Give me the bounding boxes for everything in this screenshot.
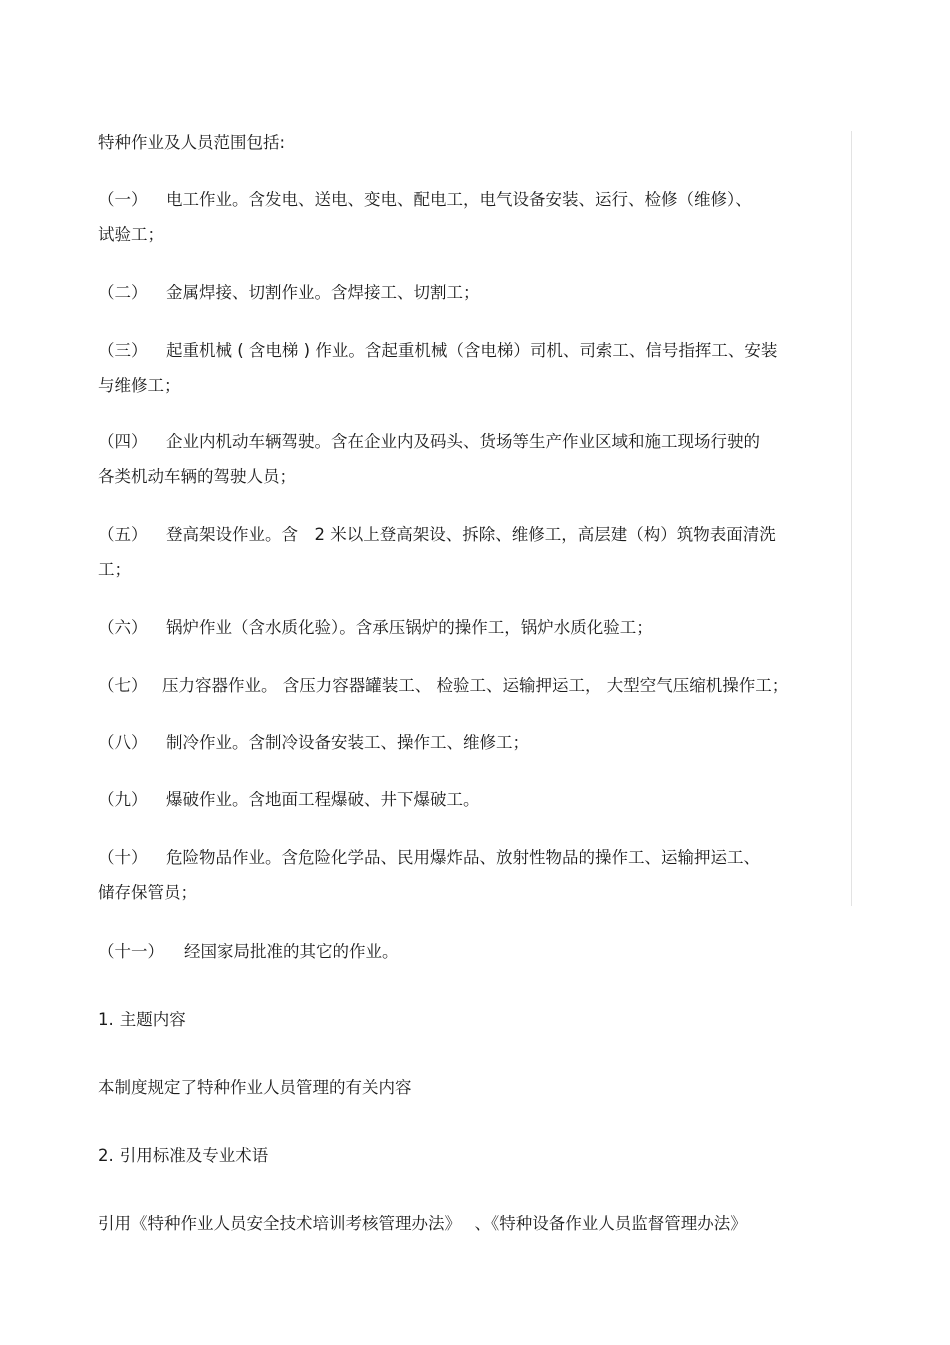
item-text: 压力容器作业。 含压力容器罐装工、 检验工、运输押运工， 大型空气压缩机操作工； xyxy=(162,676,789,695)
item-text: 企业内机动车辆驾驶。含在企业内及码头、货场等生产作业区域和施工现场行驶的 xyxy=(166,432,760,451)
item-text-cont: 各类机动车辆的驾驶人员； xyxy=(98,467,296,486)
item-text-cont: 工； xyxy=(98,560,131,579)
list-item-1 xyxy=(98,182,752,252)
item-label: （二） xyxy=(98,283,148,302)
section-number: 1. xyxy=(98,1010,114,1029)
item-text: 危险物品作业。含危险化学品、民用爆炸品、放射性物品的操作工、运输押运工、 xyxy=(166,848,760,867)
item-text: 电工作业。含发电、送电、变电、配电工，电气设备安装、运行、检修（维修）、 xyxy=(166,190,752,209)
item-label: （一） xyxy=(98,190,148,209)
list-item-10 xyxy=(98,840,760,910)
item-text: 制冷作业。含制冷设备安装工、操作工、维修工； xyxy=(166,733,529,752)
item-label: （十） xyxy=(98,848,148,867)
item-text-cont: 储存保管员； xyxy=(98,883,197,902)
section-title: 主题内容 xyxy=(119,1010,186,1029)
item-label: （七） xyxy=(98,676,148,695)
item-text-cont: 试验工； xyxy=(98,225,164,244)
item-text: 起重机械 ( 含电梯 ) 作业。含起重机械（含电梯）司机、司索工、信号指挥工、安装 xyxy=(166,341,778,360)
list-item-6 xyxy=(98,610,653,645)
intro-text: 特种作业及人员范围包括: xyxy=(98,133,286,152)
section-2-heading xyxy=(98,1138,268,1173)
section-1-heading xyxy=(98,1002,186,1037)
item-label: （五） xyxy=(98,525,148,544)
list-item-2 xyxy=(98,275,480,310)
list-item-5 xyxy=(98,517,776,587)
section-number: 2. xyxy=(98,1146,114,1165)
list-item-8 xyxy=(98,725,529,760)
list-item-3 xyxy=(98,333,777,403)
page-edge-line xyxy=(851,131,852,906)
list-item-7 xyxy=(98,668,788,703)
item-text: 锅炉作业（含水质化验）。含承压锅炉的操作工，锅炉水质化验工； xyxy=(166,618,653,637)
item-text: 金属焊接、切割作业。含焊接工、切割工； xyxy=(166,283,480,302)
item-label: （十一） xyxy=(98,942,164,961)
section-title: 引用标准及专业术语 xyxy=(119,1146,269,1165)
list-item-11 xyxy=(98,934,399,969)
item-text-cont: 与维修工； xyxy=(98,376,181,395)
list-item-4 xyxy=(98,424,760,494)
section-2-body: 引用《特种作业人员安全技术培训考核管理办法》 、《特种设备作业人员监督管理办法》 xyxy=(98,1214,747,1233)
list-item-9 xyxy=(98,782,480,817)
item-text: 登高架设作业。含 2 米以上登高架设、拆除、维修工，高层建（构）筑物表面清洗 xyxy=(166,525,776,544)
item-label: （九） xyxy=(98,790,148,809)
item-label: （六） xyxy=(98,618,148,637)
item-label: （三） xyxy=(98,341,148,360)
item-text: 经国家局批准的其它的作业。 xyxy=(184,942,399,961)
item-label: （四） xyxy=(98,432,148,451)
item-label: （八） xyxy=(98,733,148,752)
section-1-body: 本制度规定了特种作业人员管理的有关内容 xyxy=(98,1078,412,1097)
item-text: 爆破作业。含地面工程爆破、井下爆破工。 xyxy=(166,790,480,809)
